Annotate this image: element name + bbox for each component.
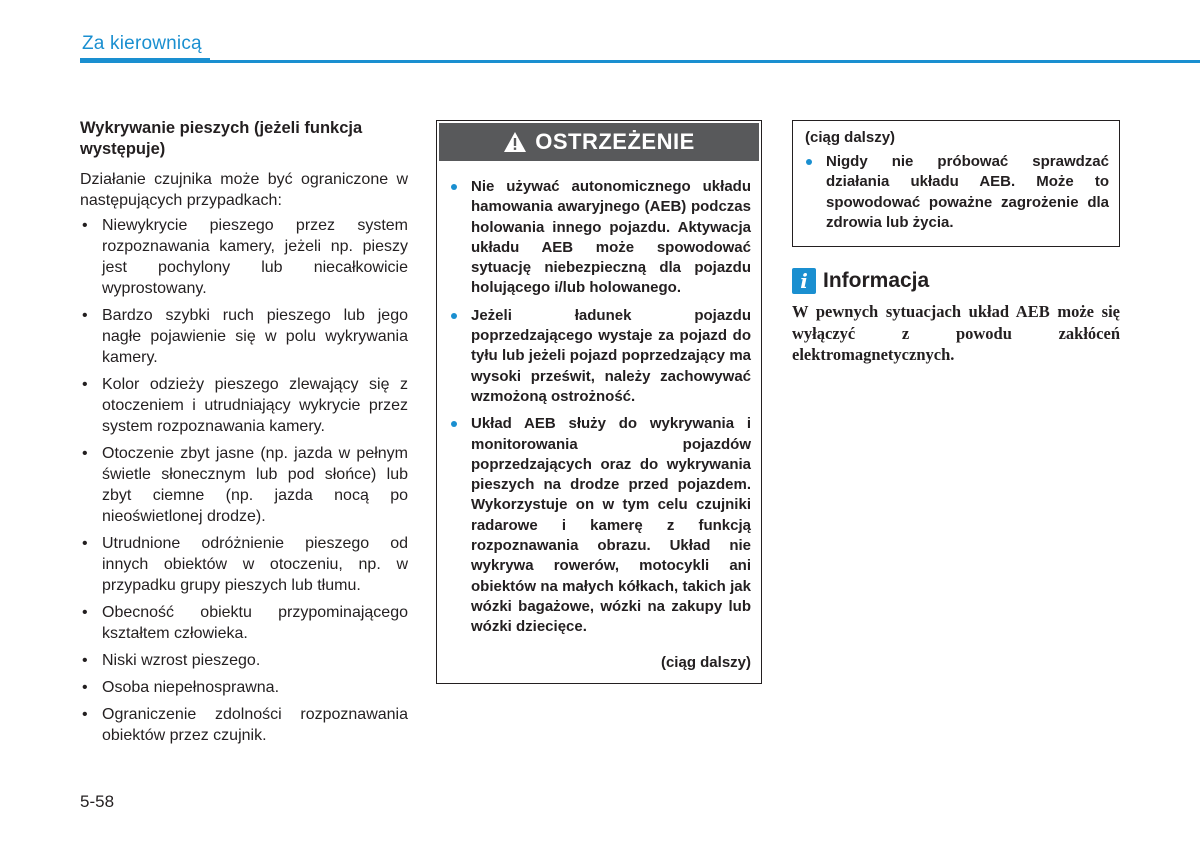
bullet-icon: •	[82, 535, 88, 552]
list-item: • Niewykrycie pieszego przez system rozpoznawania kamery, jeżeli np. pieszy jest pochylony lub niecałkowicie wyprostowany.	[82, 217, 408, 297]
bullet-icon: •	[82, 652, 88, 669]
page-number: 5-58	[80, 792, 115, 811]
bullet-icon	[451, 313, 457, 319]
bullet-icon	[451, 184, 457, 190]
list-item: • Niski wzrost pieszego.	[82, 652, 261, 669]
warning-list	[437, 163, 761, 638]
info-icon: i	[792, 268, 816, 294]
intro-text: Działanie czujnika może być ograniczone w następujących przypadkach:	[80, 171, 408, 209]
list-item: • Otoczenie zbyt jasne (np. jazda w pełnym świetle słonecznym lub pod słońce) lub zbyt ciemne (np. jazda nocą po nieoświetlonej drodze).	[82, 445, 408, 525]
bullet-icon: •	[82, 376, 88, 393]
info-text: W pewnych sytuacjach układ AEB może się wyłączyć z powodu zakłóceń elektromagnetycznych.	[792, 302, 1120, 364]
warning-list	[805, 152, 1109, 233]
info-title: Informacja	[823, 269, 930, 292]
bullet-icon: •	[82, 217, 88, 234]
warning-continued-box	[792, 120, 1120, 247]
warning-item: Nie używać autonomicznego układu hamowania awaryjnego (AEB) podczas holowania innego pojazdu. Aktywacja układu AEB może spowodować sytuację niebezpieczną dla pojazdu holującego i/lub holowanego.	[451, 177, 751, 299]
list-item: • Obecność obiektu przypominającego kształtem człowieka.	[82, 604, 408, 642]
warning-title: OSTRZEŻENIE	[535, 129, 695, 154]
bullet-icon	[806, 159, 812, 165]
limitations-list	[80, 215, 408, 746]
section-title: Wykrywanie pieszych (jeżeli funkcja występuje)	[80, 119, 363, 158]
bullet-icon: •	[82, 604, 88, 621]
section-header-title: Za kierownicą	[82, 33, 202, 54]
warning-item: Układ AEB służy do wykrywania i monitorowania pojazdów poprzedzających oraz do wykrywania pieszych na drodze przed pojazdem. Wykorzystuje on w tym celu czujniki radarowe i kamerę z funkcją rozpoznawania obrazu. Układ nie wykrywa rowerów, motocykli ani obiektów na małych kółkach, takich jak wózki bagażowe, wózki na zakupy lub wózki dziecięce.	[451, 414, 751, 637]
header-accent-bar	[80, 58, 210, 63]
warning-item: Jeżeli ładunek pojazdu poprzedzającego wystaje za pojazd do tyłu lub jeżeli pojazd poprzedzający ma wysoki prześwit, należy zachowywać wzmożoną ostrożność.	[451, 306, 751, 407]
continued-label: (ciąg dalszy)	[660, 654, 751, 671]
warning-box	[436, 120, 762, 684]
warning-header	[439, 123, 759, 161]
header-divider	[80, 60, 1200, 63]
list-item: • Bardzo szybki ruch pieszego lub jego nagłe pojawienie się w polu wykrywania kamery.	[82, 307, 408, 366]
bullet-icon: •	[82, 445, 88, 462]
list-item: • Osoba niepełnosprawna.	[82, 679, 280, 696]
bullet-icon: •	[82, 307, 88, 324]
bullet-icon: •	[82, 679, 88, 696]
list-item: • Kolor odzieży pieszego zlewający się z otoczeniem i utrudniający wykrycie przez system rozpoznawania kamery.	[82, 376, 408, 435]
bullet-icon	[451, 421, 457, 427]
left-column	[80, 118, 408, 752]
continued-label: (ciąg dalszy)	[805, 129, 896, 146]
list-item: • Ograniczenie zdolności rozpoznawania obiektów przez czujnik.	[82, 706, 408, 744]
list-item: • Utrudnione odróżnienie pieszego od innych obiektów w otoczeniu, np. w przypadku grupy pieszych lub tłumu.	[82, 535, 408, 594]
warning-triangle-icon	[503, 131, 527, 153]
info-header	[792, 268, 929, 294]
bullet-icon: •	[82, 706, 88, 723]
warning-item: Nigdy nie próbować sprawdzać działania układu AEB. Może to spowodować poważne zagrożenie dla zdrowia lub życia.	[805, 152, 1109, 233]
